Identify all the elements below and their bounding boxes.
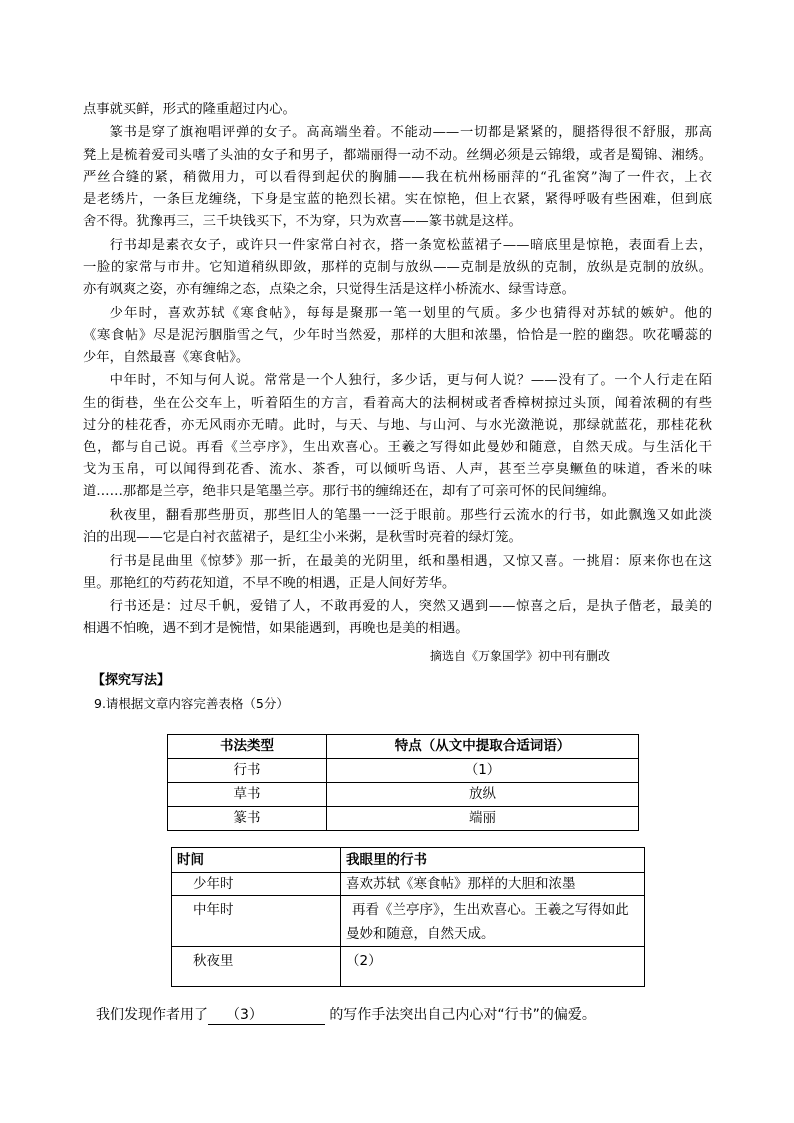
paragraph-line: 色，都与自己说。再看《兰亭序》，生出欢喜心。王羲之写得如此曼妙和随意，自然天成。与生活化干 [83,440,712,455]
paragraph-line: 里。那艳红的芍药花知道，不早不晚的相遇，正是人间好芳华。 [83,575,456,591]
answer-blank-1: （1） [327,759,639,783]
table-cell: 放纵 [327,783,639,807]
paragraph-line: 生的街巷，坐在公交车上，听着陌生的方言，看着高大的法桐树或者香樟树掠过头顶，闻着浓稠的有些 [83,395,712,411]
table-row [168,759,639,783]
section-heading: 【探究写法】 [92,673,171,688]
answer-blank-2: （2） [341,947,645,987]
table-cell: 中年时 [172,896,341,947]
paragraph [83,122,712,233]
table-cell: 端丽 [327,807,639,831]
paragraph-line: 行书却是素衣女子，或许只一件家常白衬衣，搭一条宽松蓝裙子——暗底里是惊艳，表面看上去， [109,237,712,253]
article-body [83,99,712,641]
paragraph-line: 亦有飒爽之姿，亦有缠绵之态，点染之余，只觉得生活是这样小桥流水、绿雪诗意。 [83,282,575,298]
paragraph [83,596,712,640]
paragraph-line: 道……那都是兰亭，绝非只是笔墨兰亭。那行书的缠绵还在，却有了可亲可怀的民间缠绵。 [83,484,615,500]
table-cell: 草书 [168,783,327,807]
paragraph-line: 戈为玉帛，可以闻得到花香、流水、茶香，可以倾听鸟语、人声，甚至兰亭臭鳜鱼的味道，香米的味 [83,462,712,478]
table-row [172,873,645,896]
table-cell: 喜欢苏轼《寒食帖》那样的大胆和浓墨 [341,873,645,896]
table-cell: 少年时 [172,873,341,896]
paragraph-line: 一脸的家常与市井。它知道稍纵即敛，那样的克制与放纵——克制是放纵的克制，放纵是克制的放纵。 [83,259,712,275]
running-script-timeline-table [171,847,645,987]
table-row [172,896,645,947]
paragraph-line: 中年时，不知与何人说。常常是一个人独行，多少话，更与何人说？——没有了。一个人行走在陌 [109,373,712,389]
fill-sentence-after: 的写作手法突出自己内心对“行书”的偏爱。 [324,1007,596,1023]
paragraph-line: 点事就买鲜，形式的隆重超过内心。 [83,102,296,117]
paragraph [83,370,712,503]
table-cell: 再看《兰亭序》，生出欢喜心。王羲之写得如此曼妙和随意，自然天成。 [341,896,645,947]
paragraph [83,303,712,370]
paragraph-line: 过分的桂花香，亦无风雨亦无晴。此时，与天、与地、与山河、与水光潋滟说，那绿就蓝花，那桂花秋 [83,417,712,433]
paragraph-line: 少年，自然最喜《寒食帖》。 [83,349,250,365]
fill-in-sentence [96,1006,596,1025]
paragraph-line: 秋夜里，翻看那些册页，那些旧人的笔墨一一泛于眼前。那些行云流水的行书，如此飘逸又如此淡 [109,507,712,523]
paragraph [83,505,712,549]
source-note: 摘选自《万象国学》初中刊有删改 [430,649,611,663]
paragraph-line: 《寒食帖》尽是泥污胭脂雪之气，少年时当然爱，那样的大胆和浓墨，恰恰是一腔的幽怨。吹花嚼蕊的 [83,327,712,343]
table-row [168,783,639,807]
paragraph-line: 少年时，喜欢苏轼《寒食帖》，每每是聚那一笔一划里的气质。多少也猜得对苏轼的嫉妒。他的 [109,305,712,321]
table-row [172,947,645,987]
table-header-cell: 我眼里的行书 [341,848,645,873]
paragraph-line: 凳上是梳着爱司头嗜了头油的女子和男子，都端丽得一动不动。丝绸必须是云锦缎，或者是蜀锦、湘绣。 [83,147,712,163]
paragraph-line: 行书还是：过尽千帆，爱错了人，不敢再爱的人，突然又遇到——惊喜之后，是执子偕老，最美的 [109,599,712,615]
table-header-cell: 时间 [172,848,341,873]
paragraph [83,235,712,302]
answer-blank-3: （3） [208,1007,325,1025]
table-cell: 秋夜里 [172,947,341,987]
paragraph-continuation [83,99,712,121]
calligraphy-type-table [167,734,639,831]
table-cell: 行书 [168,759,327,783]
question-9-prompt: 9.请根据文章内容完善表格（5分） [94,696,289,711]
paragraph-line: 舍不得。犹豫再三，三千块钱买下，不为穿，只为欢喜——篆书就是这样。 [83,214,522,230]
paragraph-line: 相遇不怕晚，遇不到才是惋惜，如果能遇到，再晚也是美的相遇。 [83,621,469,637]
table-cell: 篆书 [168,807,327,831]
table-header-cell: 书法类型 [168,735,327,759]
table-header-row [168,735,639,759]
paragraph-line: 泊的出现——它是白衬衣蓝裙子，是红尘小米粥，是秋雪时亮着的绿灯笼。 [83,530,522,546]
paragraph-line: 行书是昆曲里《惊梦》那一折，在最美的光阴里，纸和墨相遇，又惊又喜。一挑眉：原来你也在这 [109,553,712,569]
fill-sentence-before: 我们发现作者用了 [96,1007,208,1023]
table-row [168,807,639,831]
paragraph-line: 严丝合缝的紧，稍微用力，可以看得到起伏的胸脯——我在杭州杨丽萍的“孔雀窝”淘了一件衣，上衣 [83,169,712,185]
table-header-row [172,848,645,873]
paragraph-line: 篆书是穿了旗袍唱评弹的女子。高高端坐着。不能动——一切都是紧紧的，腿搭得很不舒服，那高 [109,125,712,141]
paragraph-line: 是老绣片，一条巨龙缠绕，下身是宝蓝的艳烈长裙。实在惊艳，但上衣紧，紧得呼吸有些困难，但到底 [83,192,712,208]
table-header-cell: 特点（从文中提取合适词语） [327,735,639,759]
paragraph [83,551,712,595]
